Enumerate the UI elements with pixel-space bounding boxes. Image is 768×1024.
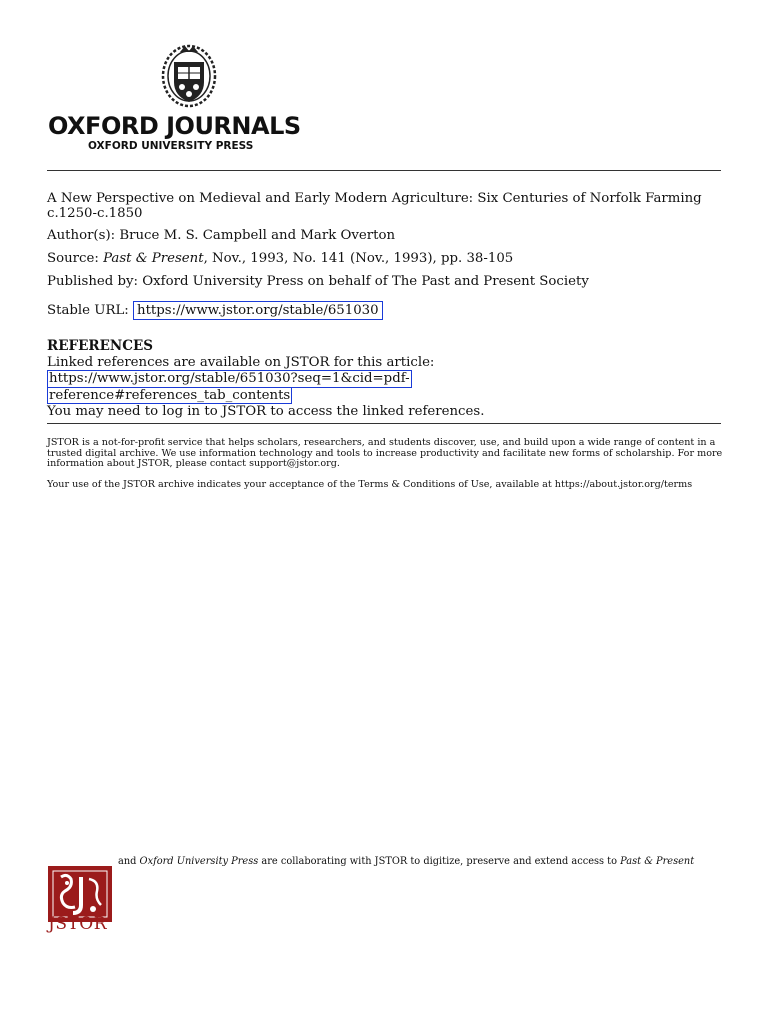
authors-label: Author(s): bbox=[47, 228, 116, 243]
article-title-text: A New Perspective on Medieval and Early Modern Agriculture: Six Centuries of Norfolk Farming c.1250-c.1850 bbox=[47, 191, 702, 221]
collab-journal: Past & Present bbox=[620, 856, 695, 867]
source-line bbox=[47, 251, 727, 266]
oxford-crest-icon bbox=[160, 42, 218, 112]
authors-line bbox=[47, 228, 727, 243]
published-by-line bbox=[47, 274, 727, 289]
collab-publisher: Oxford University Press bbox=[139, 856, 259, 867]
stable-url-label: Stable URL: bbox=[47, 303, 129, 318]
article-title bbox=[47, 191, 727, 221]
stable-url-link[interactable]: https://www.jstor.org/stable/651030 bbox=[133, 301, 383, 320]
terms-statement-text: Your use of the JSTOR archive indicates your acceptance of the Terms & Conditions of Use, available at https://about.jstor.org/terms bbox=[47, 479, 693, 490]
publisher-value: Oxford University Press on behalf of The Past and Present Society bbox=[142, 274, 589, 289]
references-note: You may need to log in to JSTOR to access the linked references. bbox=[47, 404, 485, 419]
source-journal: Past & Present bbox=[103, 251, 204, 266]
references-link-line-2[interactable]: reference#references_tab_contents bbox=[49, 387, 291, 403]
collab-middle: are collaborating with JSTOR to digitize, preserve and extend access to bbox=[258, 856, 621, 867]
published-label: Published by: bbox=[47, 274, 139, 289]
stable-url-line bbox=[47, 301, 727, 320]
oxford-university-press-subtitle: OXFORD UNIVERSITY PRESS bbox=[88, 140, 254, 152]
terms-statement bbox=[47, 480, 727, 491]
collab-prefix: and bbox=[118, 856, 140, 867]
authors-value: Bruce M. S. Campbell and Mark Overton bbox=[119, 228, 396, 243]
references-link-line-1[interactable]: https://www.jstor.org/stable/651030?seq=1&cid=pdf- bbox=[49, 371, 410, 386]
references-intro: Linked references are available on JSTOR for this article: bbox=[47, 354, 435, 370]
jstor-statement-text: JSTOR is a not-for-profit service that helps scholars, researchers, and students discover, use, and build upon a wide range of content in a trusted digital archive. We use information technology and tools to increase productivity and facilitate new forms of scholarship. For more information about JSTOR, please contact support@jstor.org. bbox=[47, 437, 723, 470]
oxford-journals-title: OXFORD JOURNALS bbox=[48, 112, 301, 140]
source-label: Source: bbox=[47, 251, 99, 266]
top-divider bbox=[47, 170, 721, 171]
jstor-statement bbox=[47, 438, 727, 470]
references-heading: REFERENCES bbox=[47, 338, 154, 354]
references-section bbox=[47, 339, 727, 420]
source-details: , Nov., 1993, No. 141 (Nov., 1993), pp. 38-105 bbox=[203, 251, 514, 266]
jstor-wordmark: JSTOR bbox=[48, 914, 108, 934]
middle-divider bbox=[47, 423, 721, 424]
oxford-journals-logo bbox=[48, 40, 348, 155]
collaboration-statement bbox=[118, 856, 718, 868]
